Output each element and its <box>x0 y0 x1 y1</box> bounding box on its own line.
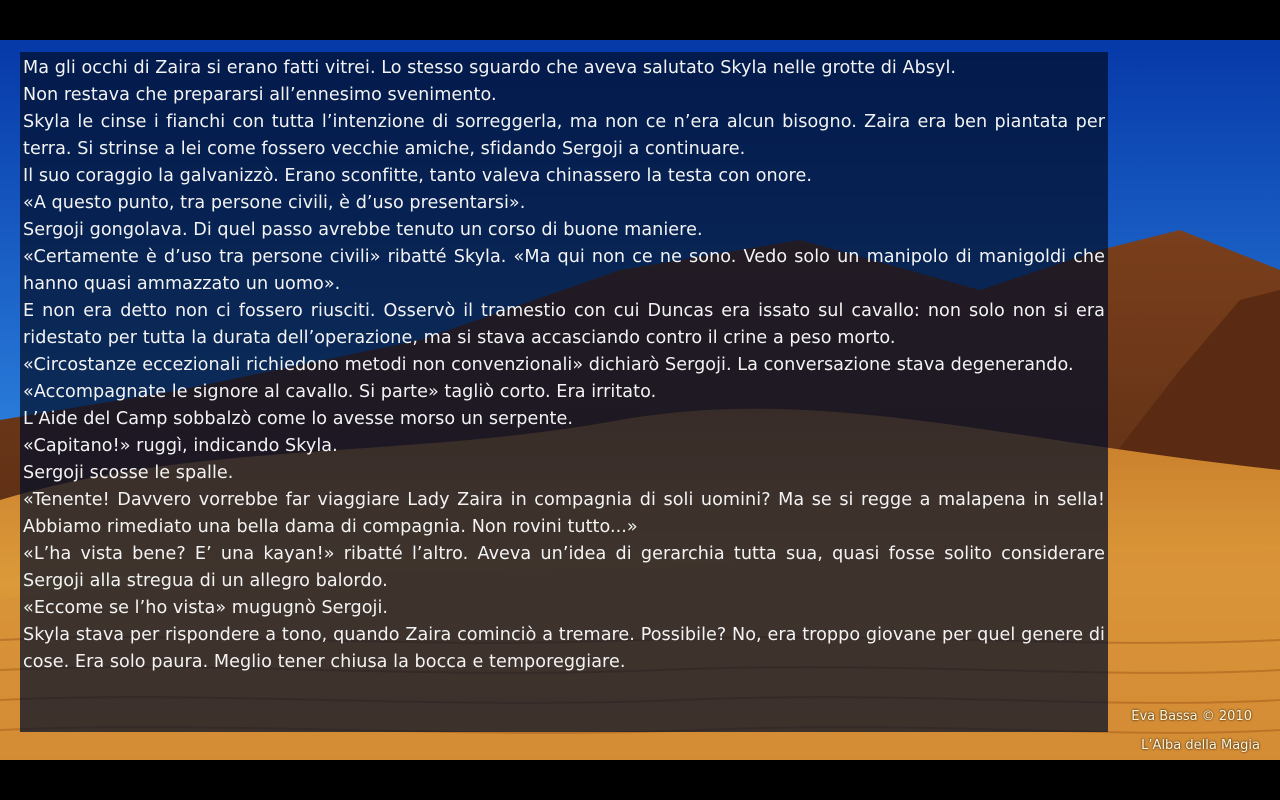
story-paragraph: «Eccome se l’ho vista» mugugnò Sergoji. <box>23 598 389 618</box>
story-paragraph: Sergoji scosse le spalle. <box>23 463 234 483</box>
story-paragraph: Ma gli occhi di Zaira si erano fatti vitrei. Lo stesso sguardo che aveva salutato Skyla nelle grotte di Absyl. <box>23 58 957 78</box>
story-paragraph: «Certamente è d’uso tra persone civili» ribatté Skyla. «Ma qui non ce ne sono. Vedo solo un manipolo di manigoldi che hanno quasi ammazzato un uomo». <box>23 247 1105 294</box>
story-paragraph: «A questo punto, tra persone civili, è d’uso presentarsi». <box>23 193 526 213</box>
author-credit: Eva Bassa © 2010 <box>1131 709 1252 724</box>
story-paragraph: Sergoji gongolava. Di quel passo avrebbe tenuto un corso di buone maniere. <box>23 220 703 240</box>
story-paragraph: «Accompagnate le signore al cavallo. Si parte» tagliò corto. Era irritato. <box>23 382 657 402</box>
story-paragraph: Skyla le cinse i fianchi con tutta l’intenzione di sorreggerla, ma non ce n’era alcun bisogno. Zaira era ben piantata per terra. Si strinse a lei come fossero vecchie amiche, sfidando Sergoji a continuare. <box>23 112 1105 159</box>
story-paragraph: Il suo coraggio la galvanizzò. Erano sconfitte, tanto valeva chinassero la testa con onore. <box>23 166 812 186</box>
book-title-credit: L’Alba della Magia <box>1141 738 1260 753</box>
story-paragraph: «Tenente! Davvero vorrebbe far viaggiare Lady Zaira in compagnia di soli uomini? Ma se si regge a malapena in sella! Abbiamo rimediato una bella dama di compagnia. Non rovini tutto...» <box>23 490 1105 537</box>
story-paragraph: «Capitano!» ruggì, indicando Skyla. <box>23 436 338 456</box>
story-paragraph: Non restava che prepararsi all’ennesimo svenimento. <box>23 85 497 105</box>
story-paragraph: E non era detto non ci fossero riusciti. Osservò il tramestio con cui Duncas era issato sul cavallo: non solo non si era ridestato per tutta la durata dell’operazione, ma si stava accasciando contro il crine a peso morto. <box>23 301 1105 348</box>
story-paragraph: «L’ha vista bene? E’ una kayan!» ribatté l’altro. Aveva un’idea di gerarchia tutta sua, quasi fosse solito considerare Sergoji alla stregua di un allegro balordo. <box>23 544 1105 591</box>
story-paragraph: Skyla stava per rispondere a tono, quando Zaira cominciò a tremare. Possibile? No, era troppo giovane per quel genere di cose. Era solo paura. Meglio tener chiusa la bocca e temporeggiare. <box>23 625 1105 672</box>
story-text-panel <box>20 52 1108 732</box>
story-paragraph: L’Aide del Camp sobbalzò come lo avesse morso un serpente. <box>23 409 574 429</box>
story-paragraph: «Circostanze eccezionali richiedono metodi non convenzionali» dichiarò Sergoji. La conversazione stava degenerando. <box>23 355 1074 375</box>
